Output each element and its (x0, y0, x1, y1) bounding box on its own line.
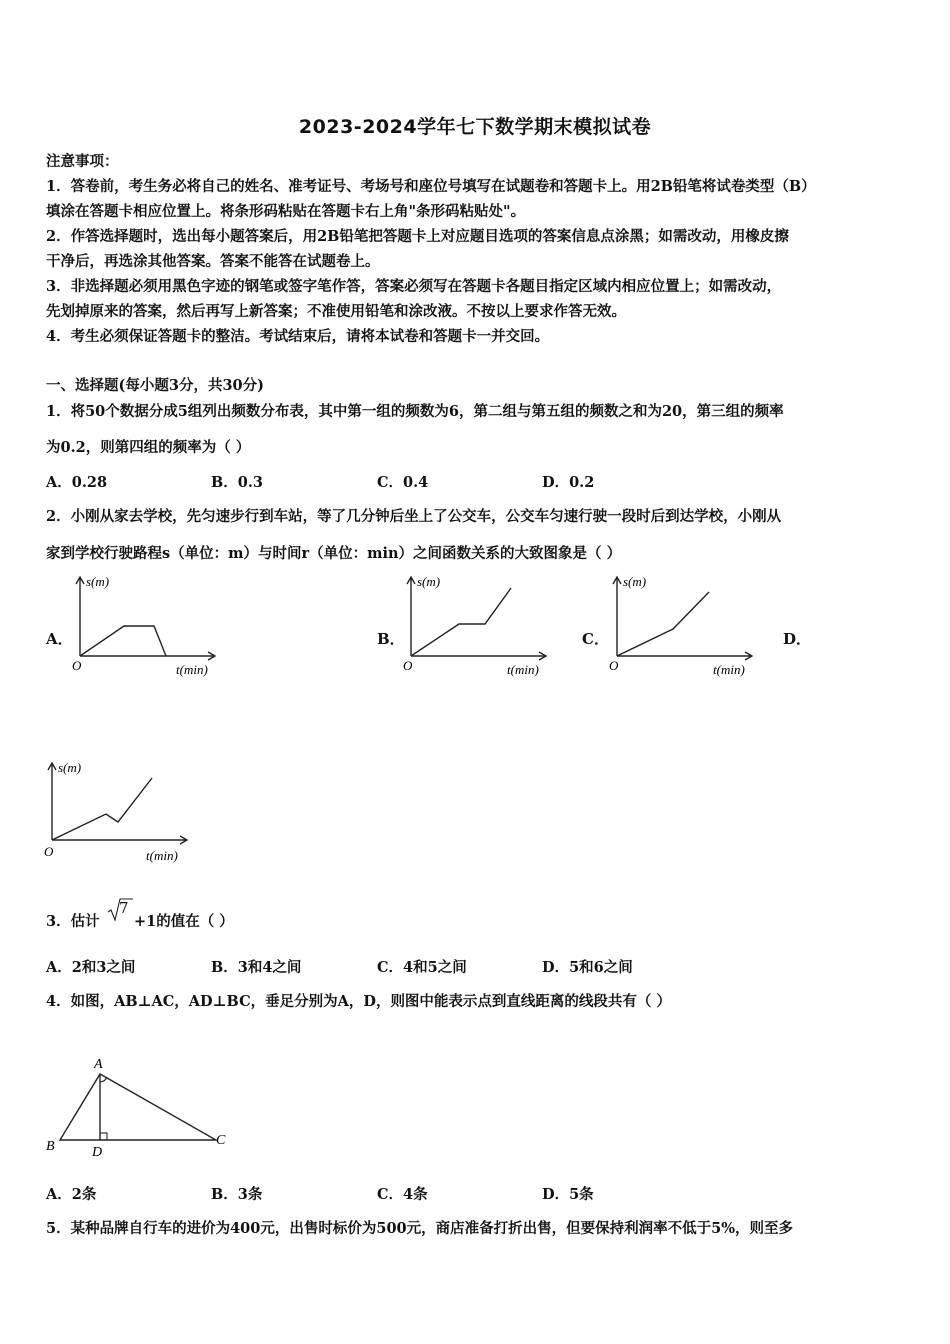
graph-line (52, 778, 152, 840)
graph-b (397, 572, 557, 682)
point-d-label: D (92, 1145, 103, 1160)
section-heading: 一、选择题(每小题3分，共30分) (46, 377, 264, 394)
graph-line (411, 588, 511, 656)
x-axis-label: t(min) (146, 848, 178, 863)
question-2-text: 家到学校行驶路程s（单位：m）与时间r（单位：min）之间函数关系的大致图象是（ ） (46, 545, 622, 562)
triangle-figure (38, 1052, 238, 1162)
page-title: 2023-2024学年七下数学期末模拟试卷 (298, 116, 652, 138)
q1-option-d: D．0.2 (542, 474, 595, 491)
graph-line (617, 592, 709, 656)
notice-line: 先划掉原来的答案，然后再写上新答案；不准使用铅笔和涂改液。不按以上要求作答无效。 (46, 303, 626, 320)
notice-line: 4．考生必须保证答题卡的整洁。考试结束后，请将本试卷和答题卡一并交回。 (46, 328, 550, 345)
notice-line: 1．答卷前，考生务必将自己的姓名、准考证号、考场号和座位号填写在试题卷和答题卡上。用2B铅笔将试卷类型（B） (46, 178, 816, 195)
q2-label-a: A． (46, 630, 73, 648)
question-3-prefix: 3．估计 (46, 913, 100, 930)
origin-label: O (609, 658, 619, 673)
q3-option-d: D．5和6之间 (542, 959, 633, 976)
y-axis-label: s(m) (58, 760, 82, 775)
q1-option-b: B．0.3 (211, 474, 263, 491)
notice-line: 填涂在答题卡相应位置上。将条形码粘贴在答题卡右上角"条形码粘贴处"。 (46, 203, 526, 220)
point-c-label: C (216, 1133, 226, 1148)
graph-d (40, 758, 200, 868)
q2-label-b: B． (377, 630, 405, 648)
point-a-label: A (94, 1057, 103, 1072)
notice-heading: 注意事项： (46, 153, 119, 170)
question-2-text: 2．小刚从家去学校，先匀速步行到车站，等了几分钟后坐上了公交车，公交车匀速行驶一段时后到达学校，小刚从 (46, 508, 782, 525)
question-1-text: 1．将50个数据分成5组列出频数分布表，其中第一组的频数为6，第二组与第五组的频数之和为20，第三组的频率 (46, 403, 784, 420)
question-4-text: 4．如图，AB⊥AC，AD⊥BC，垂足分别为A，D，则图中能表示点到直线距离的线段共有（ ） (46, 993, 671, 1010)
notice-line: 干净后，再选涂其他答案。答案不能答在试题卷上。 (46, 253, 380, 270)
q4-option-b: B．3条 (211, 1186, 263, 1203)
origin-label: O (72, 658, 82, 673)
origin-label: O (403, 658, 413, 673)
q4-option-d: D．5条 (542, 1186, 594, 1203)
origin-label: O (44, 844, 54, 859)
graph-c (603, 572, 763, 682)
question-3-suffix: +1的值在（ ） (134, 913, 234, 930)
notice-line: 2．作答选择题时，选出每小题答案后，用2B铅笔把答题卡上对应题目选项的答案信息点涂黑；如需改动，用橡皮擦 (46, 228, 789, 245)
q3-option-c: C．4和5之间 (377, 959, 467, 976)
x-axis-label: t(min) (176, 662, 208, 677)
q3-option-b: B．3和4之间 (211, 959, 302, 976)
radicand: 7 (119, 899, 129, 917)
q1-option-a: A．0.28 (46, 474, 108, 491)
q4-option-a: A．2条 (46, 1186, 97, 1203)
question-5-text: 5．某种品牌自行车的进价为400元，出售时标价为500元，商店准备打折出售，但要保持利润率不低于5%，则至多 (46, 1220, 793, 1237)
x-axis-label: t(min) (713, 662, 745, 677)
q3-option-a: A．2和3之间 (46, 959, 136, 976)
right-angle-mark-d (100, 1133, 107, 1140)
notice-line: 3．非选择题必须用黑色字迹的钢笔或签字笔作答，答案必须写在答题卡各题目指定区域内相应位置上；如需改动， (46, 278, 782, 295)
y-axis-label: s(m) (417, 574, 441, 589)
question-1-text: 为0.2，则第四组的频率为（ ） (46, 439, 251, 456)
point-b-label: B (46, 1139, 55, 1154)
graph-a (66, 572, 226, 682)
y-axis-label: s(m) (86, 574, 110, 589)
graph-line (80, 626, 166, 656)
y-axis-label: s(m) (623, 574, 647, 589)
q2-label-c: C． (582, 630, 609, 648)
q2-label-d: D． (783, 630, 812, 648)
q4-option-c: C．4条 (377, 1186, 428, 1203)
triangle-abc (60, 1074, 216, 1140)
q1-option-c: C．0.4 (377, 474, 429, 491)
x-axis-label: t(min) (507, 662, 539, 677)
